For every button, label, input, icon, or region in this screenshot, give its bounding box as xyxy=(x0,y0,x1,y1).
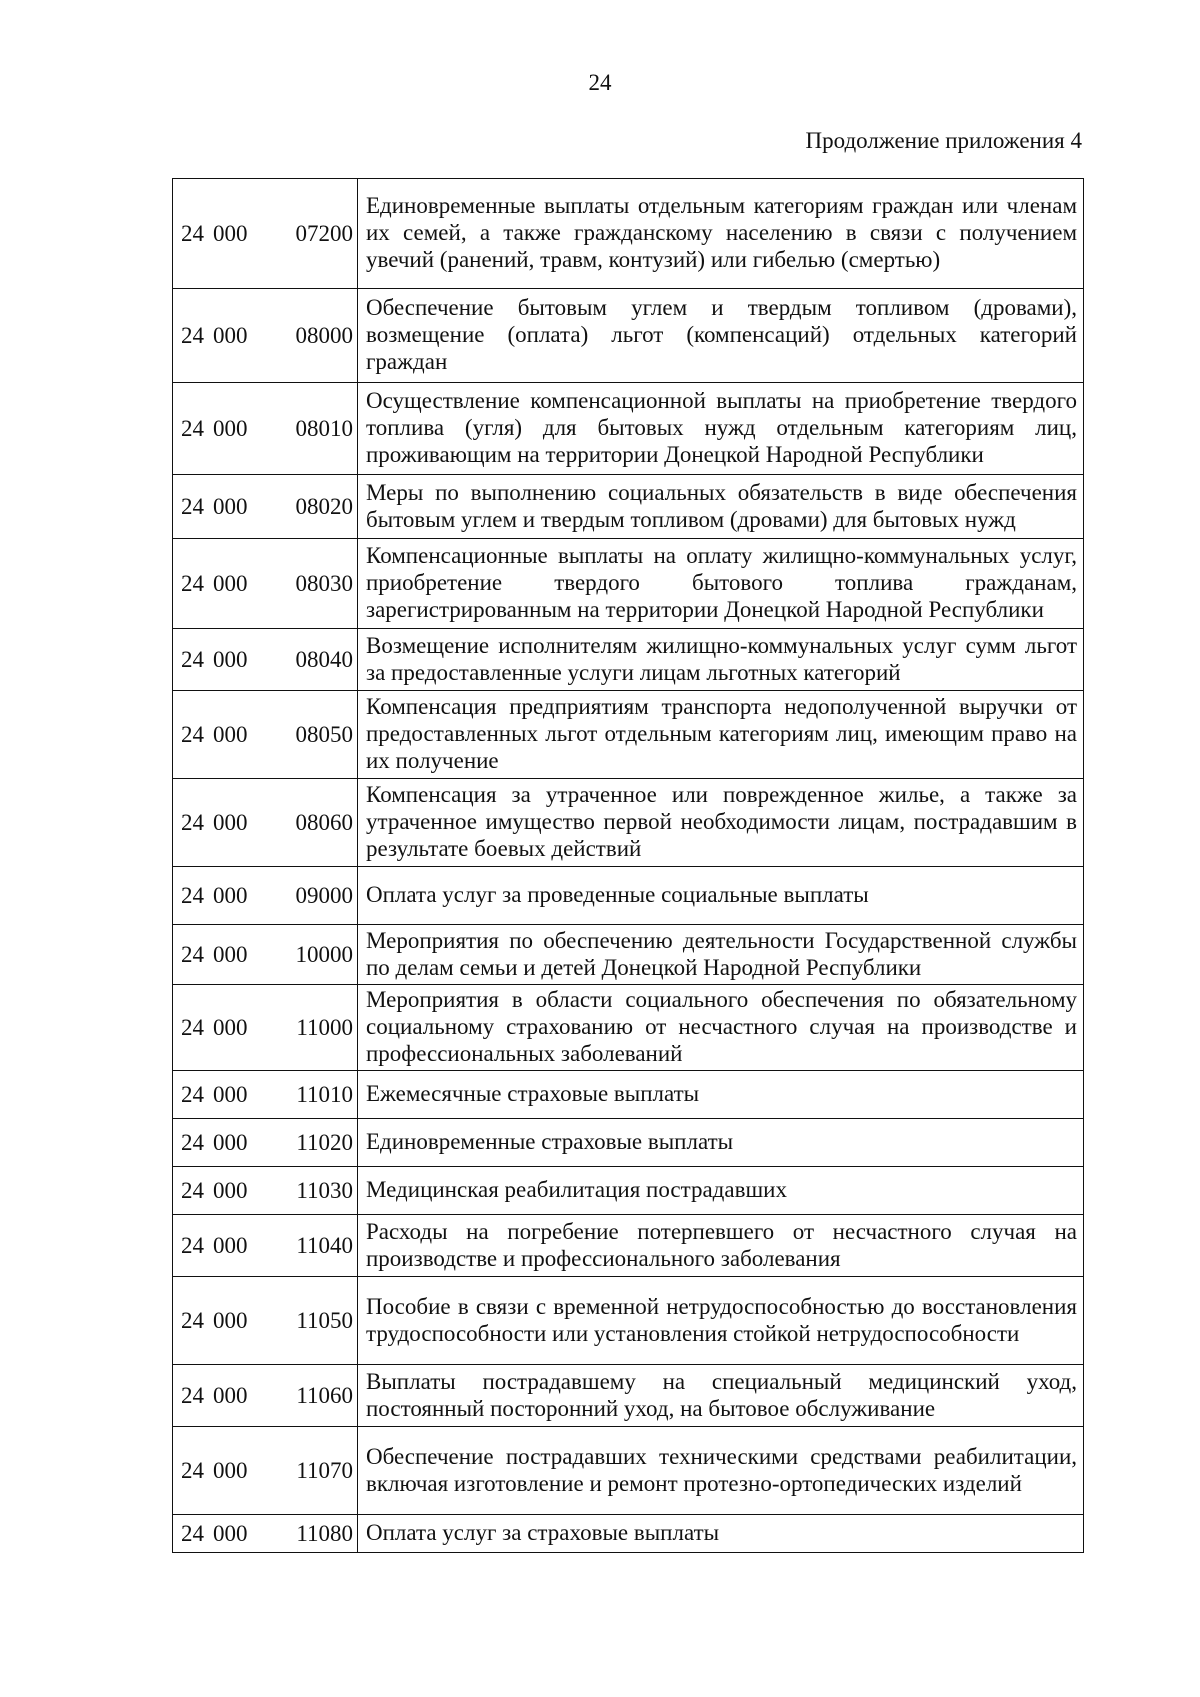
code-cell xyxy=(173,539,358,629)
code-part: 000 xyxy=(213,494,248,519)
budget-code xyxy=(181,1307,353,1334)
code-cell xyxy=(173,779,358,867)
code-part: 11050 xyxy=(296,1308,353,1333)
budget-code xyxy=(181,721,353,748)
budget-code xyxy=(181,1177,353,1204)
code-part: 11070 xyxy=(296,1458,353,1483)
code-part: 08060 xyxy=(295,810,353,835)
code-part: 11040 xyxy=(296,1233,353,1258)
budget-code xyxy=(181,1457,353,1484)
code-part: 000 xyxy=(213,571,248,596)
code-part: 000 xyxy=(213,221,248,246)
code-part: 000 xyxy=(213,1178,248,1203)
description-cell: Обеспечение бытовым углем и твердым топливом (дровами), возмещение (оплата) льгот (компенсаций) отдельных категорий граждан xyxy=(358,289,1084,383)
table-row xyxy=(173,383,1084,475)
code-part: 000 xyxy=(213,1521,248,1546)
table-row xyxy=(173,985,1084,1071)
code-cell xyxy=(173,289,358,383)
code-part: 000 xyxy=(213,1130,248,1155)
code-cell xyxy=(173,1427,358,1515)
table-row xyxy=(173,1215,1084,1277)
code-cell xyxy=(173,1515,358,1553)
code-cell xyxy=(173,1119,358,1167)
description-cell: Оплата услуг за страховые выплаты xyxy=(358,1515,1084,1553)
code-part: 09000 xyxy=(295,883,353,908)
code-part: 000 xyxy=(213,647,248,672)
code-part: 24 xyxy=(181,942,204,967)
code-cell xyxy=(173,1277,358,1365)
table-row xyxy=(173,289,1084,383)
table-row xyxy=(173,1071,1084,1119)
table-row xyxy=(173,867,1084,925)
code-part: 08040 xyxy=(295,647,353,672)
code-part: 000 xyxy=(213,810,248,835)
code-part: 11060 xyxy=(296,1383,353,1408)
budget-code xyxy=(181,809,353,836)
code-part: 24 xyxy=(181,883,204,908)
description-cell: Компенсационные выплаты на оплату жилищно-коммунальных услуг, приобретение твердого бытового топлива гражданам, зарегистрированным на территории Донецкой Народной Республики xyxy=(358,539,1084,629)
code-part: 000 xyxy=(213,1458,248,1483)
table-row xyxy=(173,1515,1084,1553)
description-cell: Мероприятия в области социального обеспечения по обязательному социальному страхованию от несчастного случая на производстве и профессиональных заболеваний xyxy=(358,985,1084,1071)
description-cell: Возмещение исполнителям жилищно-коммунальных услуг сумм льгот за предоставленные услуги лицам льготных категорий xyxy=(358,629,1084,691)
code-part: 000 xyxy=(213,1308,248,1333)
budget-code xyxy=(181,570,353,597)
budget-code xyxy=(181,1129,353,1156)
code-cell xyxy=(173,1167,358,1215)
code-part: 10000 xyxy=(295,942,353,967)
budget-code xyxy=(181,646,353,673)
description-cell: Выплаты пострадавшему на специальный медицинский уход, постоянный посторонний уход, на бытовое обслуживание xyxy=(358,1365,1084,1427)
code-part: 08000 xyxy=(295,323,353,348)
budget-code xyxy=(181,1081,353,1108)
code-part: 000 xyxy=(213,722,248,747)
code-part: 11000 xyxy=(296,1015,353,1040)
description-cell: Ежемесячные страховые выплаты xyxy=(358,1071,1084,1119)
description-cell: Осуществление компенсационной выплаты на приобретение твердого топлива (угля) для бытовых нужд отдельным категориям лиц, проживающим на территории Донецкой Народной Республики xyxy=(358,383,1084,475)
code-part: 000 xyxy=(213,1383,248,1408)
code-cell xyxy=(173,925,358,985)
budget-code xyxy=(181,882,353,909)
budget-code xyxy=(181,493,353,520)
table-row xyxy=(173,1427,1084,1515)
code-part: 07200 xyxy=(295,221,353,246)
table-body xyxy=(173,179,1084,1553)
code-part: 000 xyxy=(213,416,248,441)
budget-code xyxy=(181,322,353,349)
code-cell xyxy=(173,985,358,1071)
code-part: 24 xyxy=(181,1458,204,1483)
table-row xyxy=(173,179,1084,289)
code-part: 08020 xyxy=(295,494,353,519)
code-part: 24 xyxy=(181,416,204,441)
table-row xyxy=(173,539,1084,629)
code-part: 11010 xyxy=(296,1082,353,1107)
description-cell: Пособие в связи с временной нетрудоспособностью до восстановления трудоспособности или установления стойкой нетрудоспособности xyxy=(358,1277,1084,1365)
code-cell xyxy=(173,1071,358,1119)
budget-code xyxy=(181,415,353,442)
code-part: 24 xyxy=(181,647,204,672)
code-part: 24 xyxy=(181,1178,204,1203)
code-cell xyxy=(173,179,358,289)
code-cell xyxy=(173,383,358,475)
budget-code xyxy=(181,1520,353,1547)
budget-code xyxy=(181,220,353,247)
table-row xyxy=(173,475,1084,539)
description-cell: Оплата услуг за проведенные социальные выплаты xyxy=(358,867,1084,925)
code-part: 11020 xyxy=(296,1130,353,1155)
code-cell xyxy=(173,475,358,539)
description-cell: Медицинская реабилитация пострадавших xyxy=(358,1167,1084,1215)
appendix-continuation-note: Продолжение приложения 4 xyxy=(805,128,1082,153)
budget-code xyxy=(181,1382,353,1409)
code-part: 24 xyxy=(181,810,204,835)
description-cell: Обеспечение пострадавших техническими средствами реабилитации, включая изготовление и ремонт протезно-ортопедических изделий xyxy=(358,1427,1084,1515)
code-cell xyxy=(173,1215,358,1277)
code-part: 08030 xyxy=(295,571,353,596)
code-part: 000 xyxy=(213,1233,248,1258)
code-part: 000 xyxy=(213,942,248,967)
code-part: 11080 xyxy=(296,1521,353,1546)
table-row xyxy=(173,1167,1084,1215)
code-part: 11030 xyxy=(296,1178,353,1203)
code-part: 08050 xyxy=(295,722,353,747)
code-part: 24 xyxy=(181,323,204,348)
description-cell: Единовременные выплаты отдельным категориям граждан или членам их семей, а также гражданскому населению в связи с получением увечий (ранений, травм, контузий) или гибелью (смертью) xyxy=(358,179,1084,289)
code-part: 000 xyxy=(213,883,248,908)
code-part: 24 xyxy=(181,1521,204,1546)
code-part: 24 xyxy=(181,1015,204,1040)
table-row xyxy=(173,925,1084,985)
table-row xyxy=(173,779,1084,867)
code-part: 24 xyxy=(181,1383,204,1408)
code-cell xyxy=(173,867,358,925)
description-cell: Компенсация за утраченное или поврежденное жилье, а также за утраченное имущество первой необходимости лицам, пострадавшим в результате боевых действий xyxy=(358,779,1084,867)
code-part: 24 xyxy=(181,1082,204,1107)
description-cell: Меры по выполнению социальных обязательств в виде обеспечения бытовым углем и твердым топливом (дровами) для бытовых нужд xyxy=(358,475,1084,539)
code-part: 24 xyxy=(181,722,204,747)
code-part: 24 xyxy=(181,1233,204,1258)
code-part: 24 xyxy=(181,221,204,246)
code-part: 000 xyxy=(213,323,248,348)
code-cell xyxy=(173,629,358,691)
table-row xyxy=(173,629,1084,691)
table-row xyxy=(173,691,1084,779)
code-part: 24 xyxy=(181,494,204,519)
budget-code xyxy=(181,1232,353,1259)
description-cell: Мероприятия по обеспечению деятельности Государственной службы по делам семьи и детей Донецкой Народной Республики xyxy=(358,925,1084,985)
page-number: 24 xyxy=(588,70,612,95)
code-part: 000 xyxy=(213,1082,248,1107)
description-cell: Компенсация предприятиям транспорта недополученной выручки от предоставленных льгот отдельным категориям лиц, имеющим право на их получение xyxy=(358,691,1084,779)
code-part: 24 xyxy=(181,1308,204,1333)
code-part: 24 xyxy=(181,571,204,596)
code-cell xyxy=(173,1365,358,1427)
code-part: 08010 xyxy=(295,416,353,441)
code-part: 24 xyxy=(181,1130,204,1155)
code-cell xyxy=(173,691,358,779)
table-row xyxy=(173,1119,1084,1167)
table-row xyxy=(173,1277,1084,1365)
description-cell: Единовременные страховые выплаты xyxy=(358,1119,1084,1167)
budget-code xyxy=(181,1014,353,1041)
code-part: 000 xyxy=(213,1015,248,1040)
budget-code xyxy=(181,941,353,968)
table-row xyxy=(173,1365,1084,1427)
budget-code-table xyxy=(172,178,1084,1553)
description-cell: Расходы на погребение потерпевшего от несчастного случая на производстве и профессионального заболевания xyxy=(358,1215,1084,1277)
